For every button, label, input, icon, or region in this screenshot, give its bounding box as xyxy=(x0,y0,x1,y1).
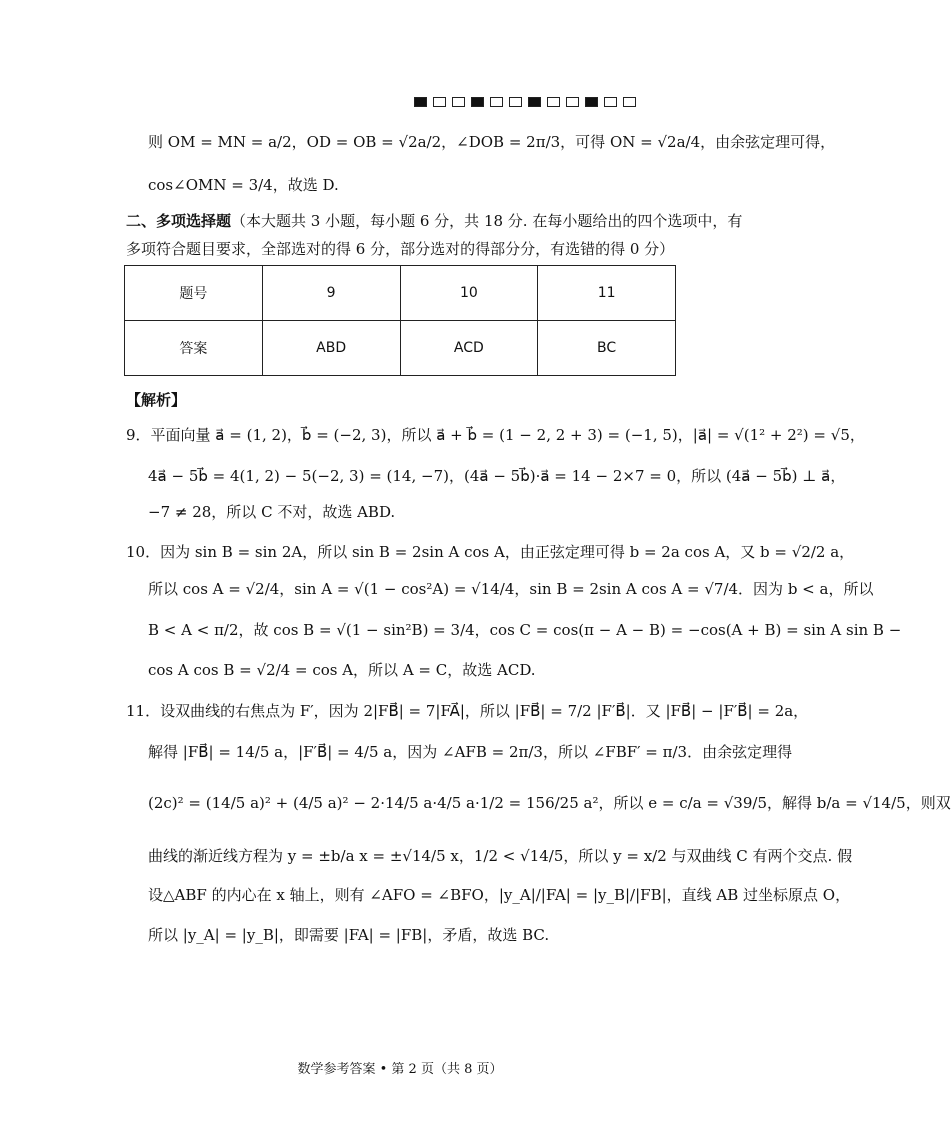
prev-line-2: cos∠OMN = 3/4，故选 D. xyxy=(148,176,339,194)
section-title: 二、多项选择题 xyxy=(126,212,232,230)
section-desc-1: （本大题共 3 小题，每小题 6 分，共 18 分. 在每小题给出的四个选项中，有 xyxy=(231,212,743,230)
q11-line-2: 解得 |FB⃗| = 14/5 a，|F′B⃗| = 4/5 a，因为 ∠AFB = 2π/3，所以 ∠FBF′ = π/3．由余弦定理得 xyxy=(148,743,793,761)
table-cell: 11 xyxy=(538,266,676,321)
empty-square-icon xyxy=(490,97,503,107)
q10-line-1: 10．因为 sin B = sin 2A，所以 sin B = 2sin A cos A，由正弦定理可得 b = 2a cos A，又 b = √2/2 a， xyxy=(126,543,855,561)
table-cell: ABD xyxy=(262,321,400,376)
q10-line-4: cos A cos B = √2/4 = cos A，所以 A = C，故选 ACD. xyxy=(148,661,536,679)
empty-square-icon xyxy=(547,97,560,107)
empty-square-icon xyxy=(566,97,579,107)
table-cell: 9 xyxy=(262,266,400,321)
q11-line-4: 曲线的渐近线方程为 y = ±b/a x = ±√14/5 x，1/2 < √14/5，所以 y = x/2 与双曲线 C 有两个交点. 假 xyxy=(148,847,853,865)
filled-square-icon xyxy=(414,97,427,107)
empty-square-icon xyxy=(604,97,617,107)
empty-square-icon xyxy=(623,97,636,107)
table-cell: 题号 xyxy=(125,266,263,321)
prev-line-1: 则 OM = MN = a/2，OD = OB = √2a/2，∠DOB = 2π/3，可得 ON = √2a/4，由余弦定理可得， xyxy=(148,133,836,151)
filled-square-icon xyxy=(528,97,541,107)
q10-line-2: 所以 cos A = √2/4，sin A = √(1 − cos²A) = √14/4，sin B = 2sin A cos A = √7/4．因为 b < a，所以 xyxy=(148,580,874,598)
q9-line-2: 4a⃗ − 5b⃗ = 4(1, 2) − 5(−2, 3) = (14, −7)，(4a⃗ − 5b⃗)·a⃗ = 14 − 2×7 = 0，所以 (4a⃗ − 5b⃗) ⊥ a⃗， xyxy=(148,467,846,485)
filled-square-icon xyxy=(471,97,484,107)
filled-square-icon xyxy=(585,97,598,107)
empty-square-icon xyxy=(509,97,522,107)
answer-table xyxy=(124,265,676,376)
q10-line-3: B < A < π/2，故 cos B = √(1 − sin²B) = 3/4，cos C = cos(π − A − B) = −cos(A + B) = sin A sin B − xyxy=(148,621,902,639)
empty-square-icon xyxy=(433,97,446,107)
table-cell: 答案 xyxy=(125,321,263,376)
table-cell: BC xyxy=(538,321,676,376)
q11-line-3: (2c)² = (14/5 a)² + (4/5 a)² − 2·14/5 a·4/5 a·1/2 = 156/25 a²，所以 e = c/a = √39/5，解得 b/a = √14/5，则双 xyxy=(148,794,951,812)
header-squares xyxy=(414,97,636,107)
table-cell: ACD xyxy=(400,321,538,376)
section-desc-2: 多项符合题目要求，全部选对的得 6 分，部分选对的得部分分，有选错的得 0 分） xyxy=(126,240,675,258)
q9-line-3: −7 ≠ 28，所以 C 不对，故选 ABD. xyxy=(148,503,396,521)
analysis-label: 【解析】 xyxy=(126,391,187,409)
table-row xyxy=(125,266,676,321)
empty-square-icon xyxy=(452,97,465,107)
q9-line-1: 9．平面向量 a⃗ = (1, 2)，b⃗ = (−2, 3)，所以 a⃗ + b⃗ = (1 − 2, 2 + 3) = (−1, 5)，|a⃗| = √(1² + 2²) = √5， xyxy=(126,426,865,444)
q11-line-1: 11．设双曲线的右焦点为 F′，因为 2|FB⃗| = 7|FA⃗|，所以 |FB⃗| = 7/2 |F′B⃗|．又 |FB⃗| − |F′B⃗| = 2a， xyxy=(126,702,809,720)
table-row xyxy=(125,321,676,376)
page-footer: 数学参考答案 • 第 2 页（共 8 页） xyxy=(297,1062,503,1077)
section-heading-line xyxy=(126,214,742,229)
q11-line-6: 所以 |y_A| = |y_B|，即需要 |FA| = |FB|，矛盾，故选 BC. xyxy=(148,926,550,944)
table-cell: 10 xyxy=(400,266,538,321)
q11-line-5: 设△ABF 的内心在 x 轴上，则有 ∠AFO = ∠BFO，|y_A|/|FA| = |y_B|/|FB|，直线 AB 过坐标原点 O， xyxy=(148,886,851,904)
